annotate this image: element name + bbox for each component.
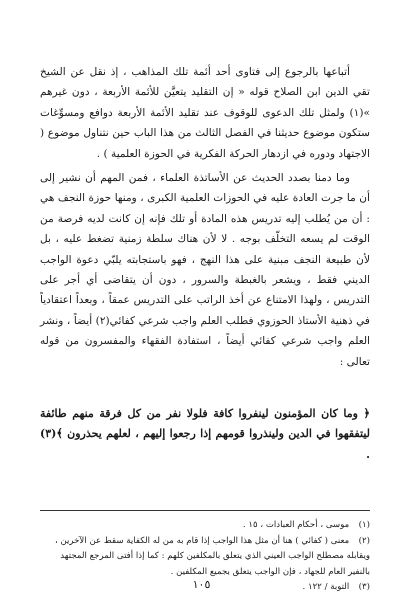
page-number: ١٠٥: [192, 578, 211, 591]
footnote-text: التوبة / ١٢٢ .: [302, 582, 350, 592]
footnote-1: [40, 518, 370, 534]
footnote-text: موسى ، أحكام العبادات ، ١٥ .: [242, 520, 350, 530]
footnote-text: معنى ( كفائي ) هنا أن مثل هذا الواجب إذا قام به من له الكفاية سقط عن الآخرين ، ويقابله مصطلح الواجب العيني الذي يتعلق بالمكلفين كلهم : كما إذا أفتى المرجع المجتهد بالنفير العام للجهاد ، فإن الواجب يتعلق بجميع المكلفين .: [54, 535, 370, 577]
paragraph-1: أتباعها بالرجوع إلى فتاوى أحد أئمة تلك المذاهب ، إذ نقل عن الشيخ تقي الدين ابن الصلاح قوله « إن التقليد يتعيَّن للأئمة الأربعة ، دون غيرهم »(١) ولمثل تلك الدعوى للوقوف عند تقليد الأئمة الأربعة دوافع ومسوِّغات ستكون موضوع حديثنا في الفصل الثالث من هذا الباب حين نتناول موضوع ( الاجتهاد ودوره في ازدهار الحركة الفكرية في الحوزة العلمية ) .: [40, 66, 370, 160]
main-text: [40, 62, 370, 372]
footnote-number: (٣): [358, 582, 370, 592]
footnote-2: [40, 534, 370, 581]
paragraph-2: وما دمنا بصدد الحديث عن الأساتذة العلماء ، فمن المهم أن نشير إلى أن ما جرت العادة عليه في الحوزات العلمية الكبرى ، ومنها حوزة النجف هي : أن من يُطلب إليه تدريس هذه المادة أو تلك فإنه إن كانت لديه فرصة من الوقت لم يسعه التخلّف بوجه . لا لأن هناك سلطة زمنية تضغط عليه ، بل لأن طبيعة النجف مبنية على هذا النهج ، فهو باستجابته يلبّي دعوة الواجب الديني فقط ، ويشعر بالغبطة والسرور ، دون أن يتقاضى أي أجر على التدريس ، ولهذا الامتناع عن أخذ الراتب على التدريس عمقاً ، وبعداً اعتقادياً في ذهنية الأستاذ الحوزوي فطلب العلم واجب شرعي كفائي(٢) أيضاً ، ونشر العلم واجب شرعي كفائي أيضاً ، استفادة الفقهاء والمفسرون من قوله تعالى :: [40, 172, 370, 368]
footnote-divider: [40, 510, 370, 511]
footnote-number: (١): [358, 520, 370, 530]
quran-verse: ﴿ وما كان المؤمنون لينفروا كافة فلولا نفر من كل فرقة منهم طائفة ليتفقهوا في الدين ولينذروا قومهم إذا رجعوا إليهم ، لعلهم يحذرون ﴾(٣) .: [40, 407, 370, 461]
footnote-number: (٢): [358, 535, 370, 546]
